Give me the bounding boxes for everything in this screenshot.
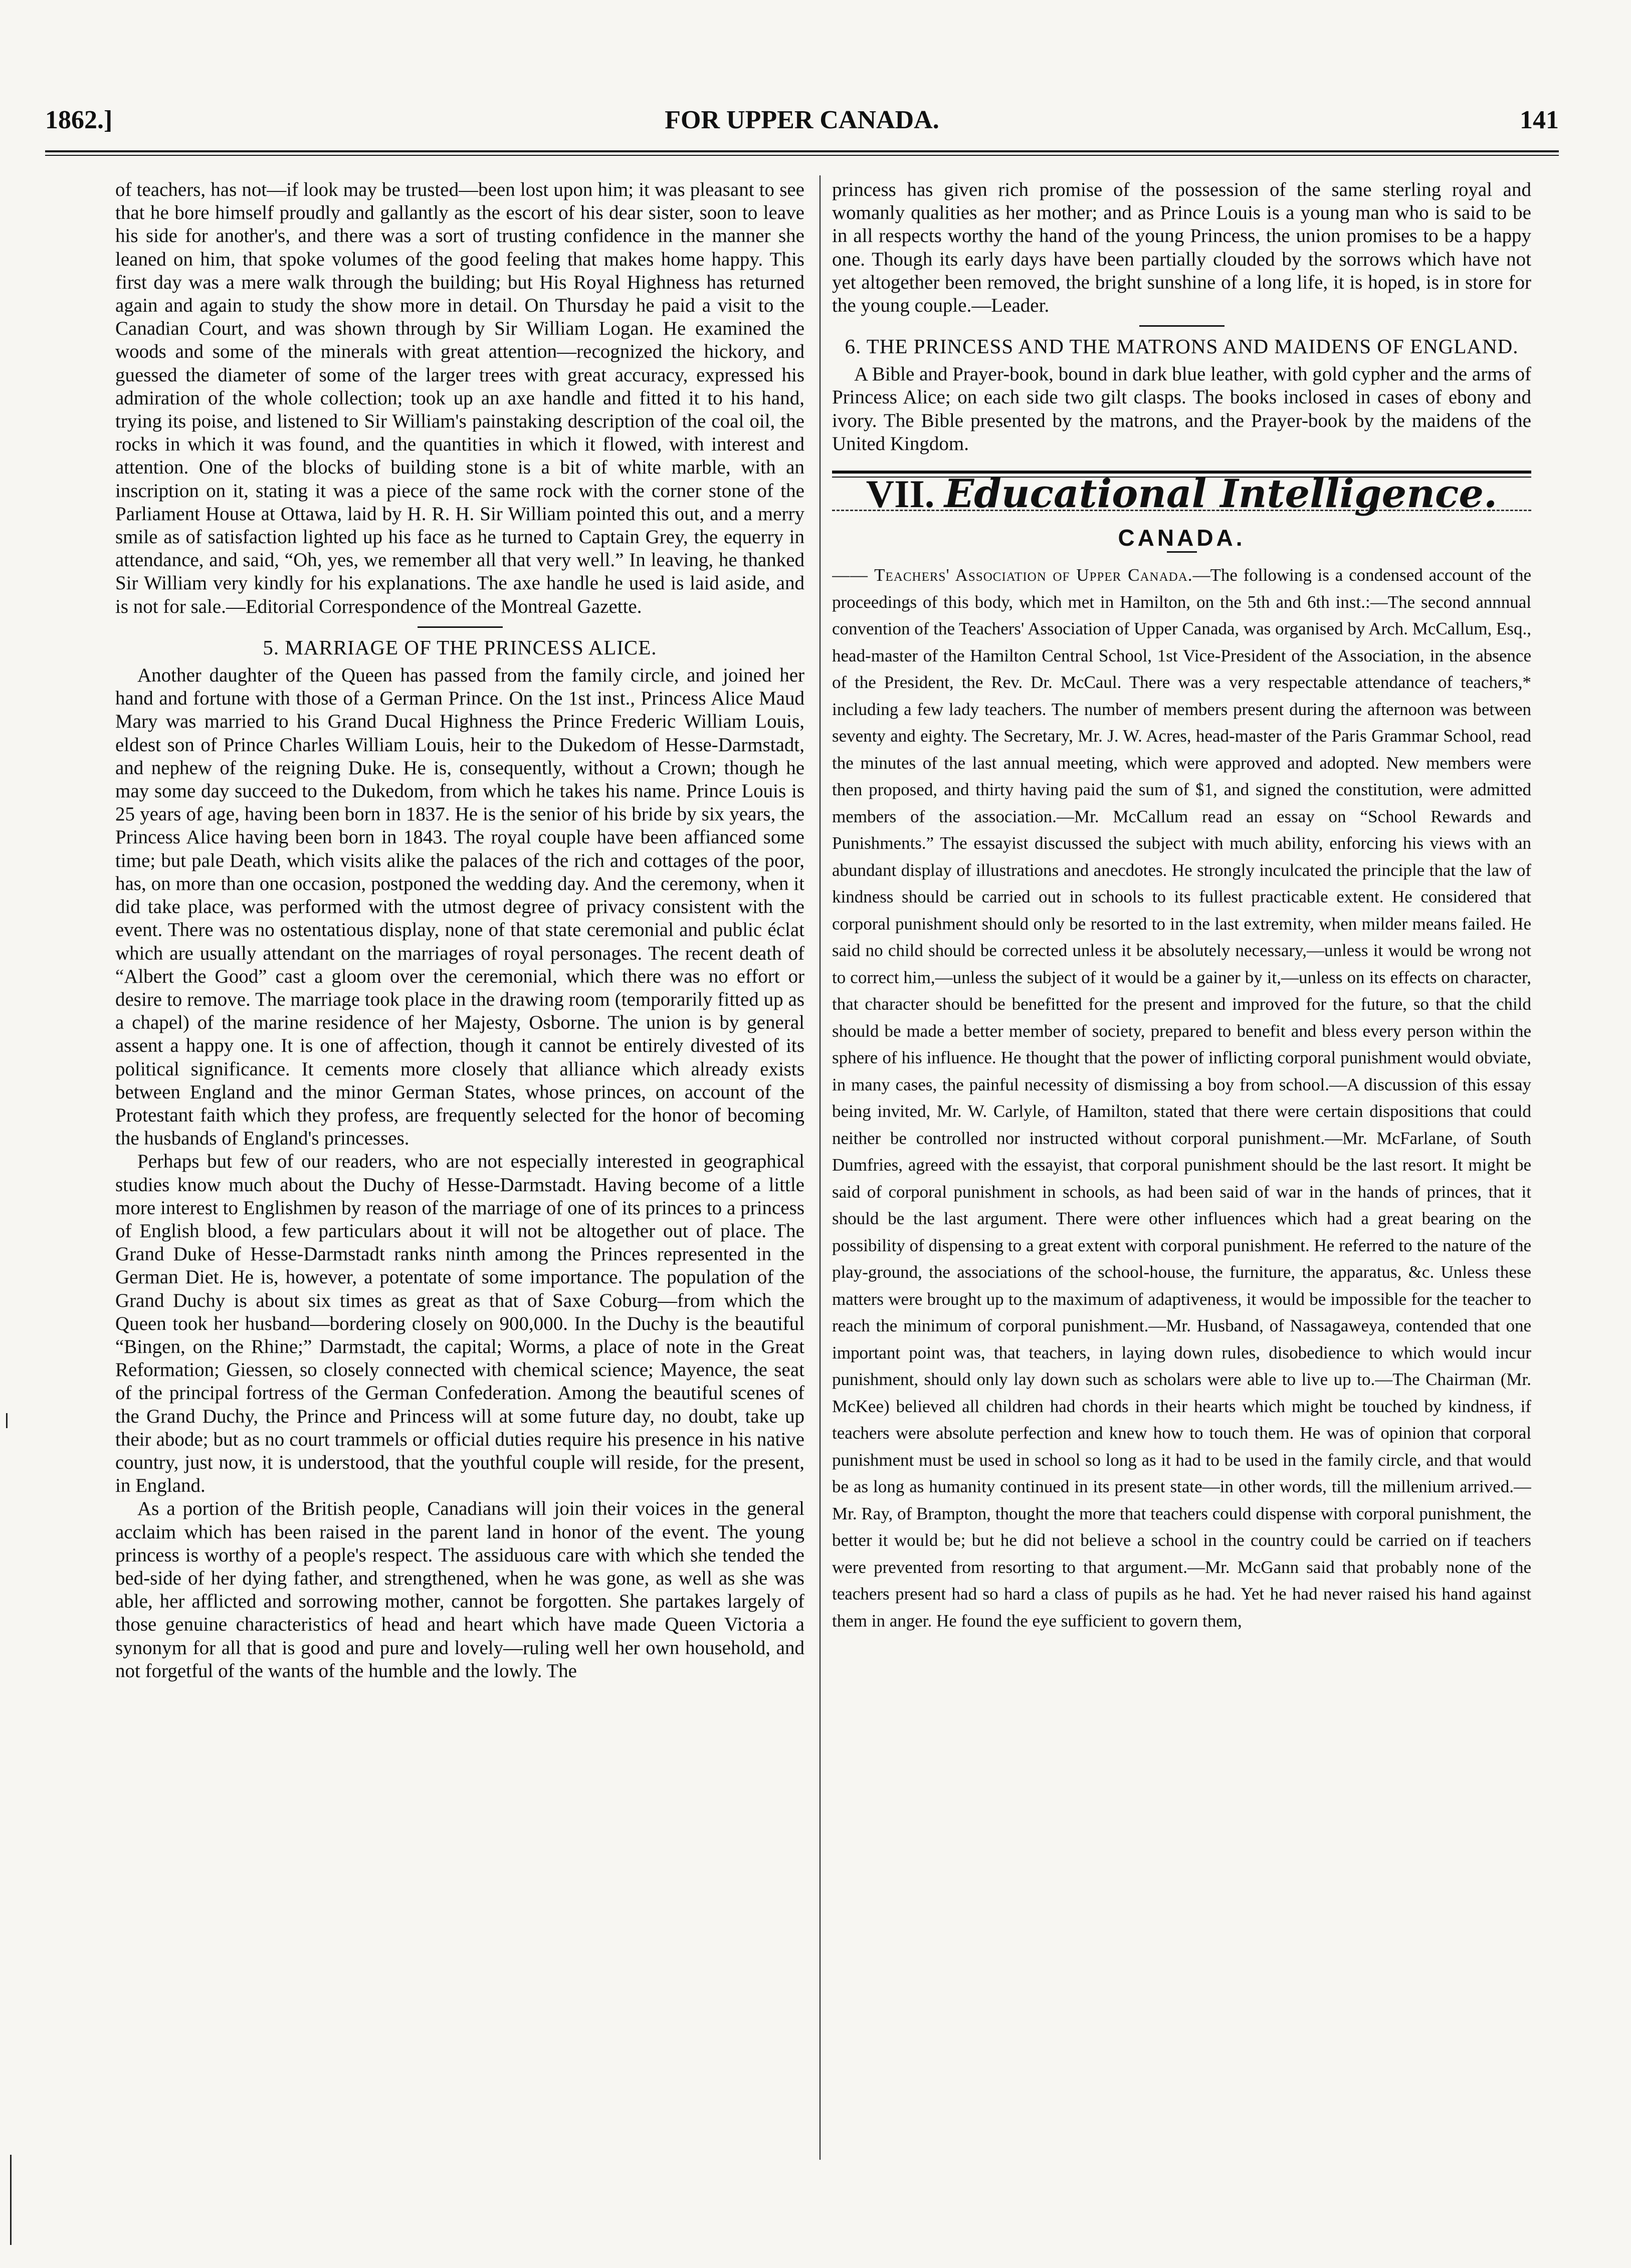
column-divider	[820, 175, 821, 2160]
header-page-number: 141	[1520, 106, 1559, 134]
subsection-rule	[1167, 551, 1197, 553]
header-rule	[45, 150, 1559, 152]
section-separator	[1139, 325, 1225, 327]
subsection-title: CANADA.	[1118, 525, 1246, 551]
page-header	[45, 105, 1559, 140]
section6-paragraph: A Bible and Prayer-book, bound in dark blue leather, with gold cypher and the arms of Princess Alice; on each side two gilt clasps. The books inclosed in cases of ebony and ivory. The Bible presented by the matrons, and the Prayer-book by the maidens of the United Kingdom.	[832, 363, 1531, 455]
chapter-numeral: VII.	[866, 472, 935, 516]
header-year: 1862.]	[45, 106, 113, 134]
section5-paragraph-2: Perhaps but few of our readers, who are not especially interested in geographical studies know much about the Duchy of Hesse-Darmstadt. Having become of a little more interest to Englishmen by reason of the marriage of one of its princes to a princess of English blood, a few particulars about it will not be altogether out of place. The Grand Duke of Hesse-Darmstadt ranks ninth among the Princes represented in the German Diet. He is, however, a potentate of some importance. The population of the Grand Duchy is about six times as great as that of Saxe Coburg—from which the Queen took her husband—bordering closely on 900,000. In the Duchy is the beautiful “Bingen, on the Rhine;” Darmstadt, the capital; Worms, a place of note in the Great Reformation; Giessen, so closely connected with chemical science; Mayence, the seat of the principal fortress of the German Confederation. Among the beautiful scenes of the Grand Duchy, the Prince and Princess will at some future day, no doubt, take up their abode; but as no court trammels or official duties require his presence in his native country, just now, it is understood, that the youthful couple will reside, for the present, in England.	[115, 1151, 804, 1497]
section-separator	[418, 626, 503, 628]
report-body: —The following is a condensed account of the proceedings of this body, which met in Hamilton, on the 5th and 6th inst.:—The second annnual convention of the Teachers' Association of Upper Canada, was organised by Arch. McCallum, Esq., head-master of the Hamilton Central School, 1st Vice-President of the Association, in the absence of the President, the Rev. Dr. McCaul. There was a very respectable attendance of teachers,* including a few lady teachers. The number of members present during the afternoon was between seventy and eighty. The Secretary, Mr. J. W. Acres, head-master of the Paris Grammar School, read the minutes of the last annual meeting, which were approved and adopted. New members were then proposed, and thirty having paid the sum of $1, and signed the constitution, were admitted members of the association.—Mr. McCallum read an essay on “School Rewards and Punishments.” The essayist discussed the subject with much ability, enforcing his views with an abundant display of illustrations and anecdotes. He strongly inculcated the principle that the law of kindness should be carried out in schools to its fullest practicable extent. He considered that corporal punishment should only be resorted to in the last extremity, when milder means failed. He said no child should be corrected unless it be absolutely necessary,—unless it would be wrong not to correct him,—unless the subject of it would be a gainer by it,—unless on its effects on character, that character should be benefitted for the present and improved for the future, so that the child should be made a better member of society, prepared to benefit and bless every person within the sphere of his influence. He thought that the power of inflicting corporal punishment would obviate, in many cases, the painful necessity of dismissing a boy from school.—A discussion of this essay being invited, Mr. W. Carlyle, of Hamilton, stated that there were certain dispositions that could neither be controlled nor instructed without corporal punishment.—Mr. McFarlane, of South Dumfries, agreed with the essayist, that corporal punishment should be the last resort. It might be said of corporal punishment in schools, as had been said of war in the hands of princes, that it should be the last argument. There were other influences which had a great bearing on the possibility of dispensing to a great extent with corporal punishment. He referred to the nature of the play-ground, the associations of the school-house, the furniture, the apparatus, &c. Unless these matters were brought up to the maximum of adaptiveness, it would be impossible for the teacher to reach the minimum of corporal punishment.—Mr. Husband, of Nassagaweya, contended that one important point was, that teachers, in laying down rules, disobedience to which would incur punishment, should only lay down such as scholars were able to live up to.—The Chairman (Mr. McKee) believed all children had chords in their hearts which might be touched by kindness, if teachers were absolute perfection and knew how to touch them. He was of opinion that corporal punishment must be used in school so long as it had to be used in the family circle, and that would be as long as humanity continued in its present state—in other words, till the millenium arrived.—Mr. Ray, of Brampton, thought the more that teachers could dispense with corporal punishment, the better it would be; but he did not believe a school in the country could be carried on if teachers were prevented from resorting to that argument.—Mr. McGann said that probably none of the teachers present had so hard a class of pupils as he had. Yet he had never raised his hand against them in anger. He found the eye sufficient to govern them,	[832, 565, 1531, 1631]
section5-paragraph-1: Another daughter of the Queen has passed from the family circle, and joined her hand and fortune with those of a German Prince. On the 1st inst., Princess Alice Maud Mary was married to his Grand Ducal Highness the Prince Frederic William Louis, eldest son of Prince Charles William Louis, heir to the Dukedom of Hesse-Darmstadt, and nephew of the reigning Duke. He is, consequently, without a Crown; though he may some day succeed to the Dukedom, from which he takes his name. Prince Louis is 25 years of age, having been born in 1837. He is the senior of his bride by six years, the Princess Alice having been born in 1843. The royal couple have been affianced some time; but pale Death, which visits alike the palaces of the rich and cottages of the poor, has, on more than one occasion, postponed the wedding day. And the ceremony, when it did take place, was performed with the utmost degree of privacy consistent with the event. There was no ostentatious display, none of that state ceremonial and public éclat which are usually attendant on the marriages of royal personages. The recent death of “Albert the Good” cast a gloom over the ceremonial, which there was no effort or desire to remove. The marriage took place in the drawing room (temporarily fitted up as a chapel) of the marine residence of her Majesty, Osborne. The union is by general assent a happy one. It is one of affection, though it cannot be entirely divested of its political significance. It cements more closely that alliance which already exists between England and the minor German States, whose princes, on account of the Protestant faith which they profess, are frequently selected for the honor of becoming the husbands of England's princesses.	[115, 664, 804, 1150]
right-column	[832, 178, 1531, 2158]
chapter-title: Educational Intelligence.	[944, 471, 1498, 517]
header-title: FOR UPPER CANADA.	[665, 106, 939, 134]
section5-title: 5. MARRIAGE OF THE PRINCESS ALICE.	[263, 635, 657, 659]
continuation-paragraph: princess has given rich promise of the possession of the same sterling royal and womanly qualities as her mother; and as Prince Louis is a young man who is said to be in all respects worthy the hand of the young Princess, the union promises to be a happy one. Though its early days have been partially clouded by the sorrows which have not yet altogether been removed, the bright sunshine of a long life, it is hoped, is in store for the young couple.—Leader.	[832, 179, 1531, 317]
section5-paragraph-3: As a portion of the British people, Canadians will join their voices in the general acclaim which has been raised in the parent land in honor of the event. The young princess is worthy of a people's respect. The assiduous care with which she tended the bed-side of her dying father, and strengthened, when he was gone, as well as she was able, her afflicted and sorrowing mother, cannot be forgotten. She partakes largely of those genuine characteristics of head and heart which have made Queen Victoria a synonym for all that is good and pure and lovely—ruling well her own household, and not forgetful of the wants of the humble and the lowly. The	[115, 1498, 804, 1682]
report-lead-in: —— Teachers' Association of Upper Canada.	[832, 565, 1193, 585]
opening-paragraph: of teachers, has not—if look may be trusted—been lost upon him; it was pleasant to see that he bore himself proudly and gallantly as the escort of his dear sister, soon to leave his side for another's, and there was a sort of trusting confidence in the manner she leaned on him, that spoke volumes of the good feeling that makes home happy. This first day was a mere walk through the building; but His Royal Highness has returned again and again to study the show more in detail. On Thursday he paid a visit to the Canadian Court, and was shown through by Sir William Logan. He examined the woods and some of the minerals with great attention—recognized the hickory, and guessed the diameter of some of the larger trees with great accuracy, expressed his admiration of the whole collection; took up an axe handle and fitted it to his hand, trying its poise, and listened to Sir William's painstaking description of the coal oil, the rocks in which it was found, and the quantities in which it flowed, with interest and attention. One of the blocks of building stone is a bit of white marble, with an inscription on it, stating it was a piece of the same rock with the corner stone of the Parliament House at Ottawa, laid by H. R. H. Sir William pointed this out, and a merry smile as of satisfaction lighted up his face as he turned to Captain Grey, the equerry in attendance, and said, “Oh, yes, we remember all that very well.” In leaving, he thanked Sir William very kindly for his explanations. The axe handle he used is laid aside, and is not for sale.—Editorial Correspondence of the Montreal Gazette.	[115, 179, 804, 617]
teachers-association-report	[832, 562, 1531, 1634]
margin-mark	[6, 1413, 8, 1428]
section6-title: 6. THE PRINCESS AND THE MATRONS AND MAIDENS OF ENGLAND.	[845, 335, 1519, 358]
header-rule-thin	[45, 155, 1559, 156]
left-column	[115, 178, 804, 2158]
margin-mark	[10, 2155, 12, 2245]
chapter-heading	[832, 471, 1531, 517]
